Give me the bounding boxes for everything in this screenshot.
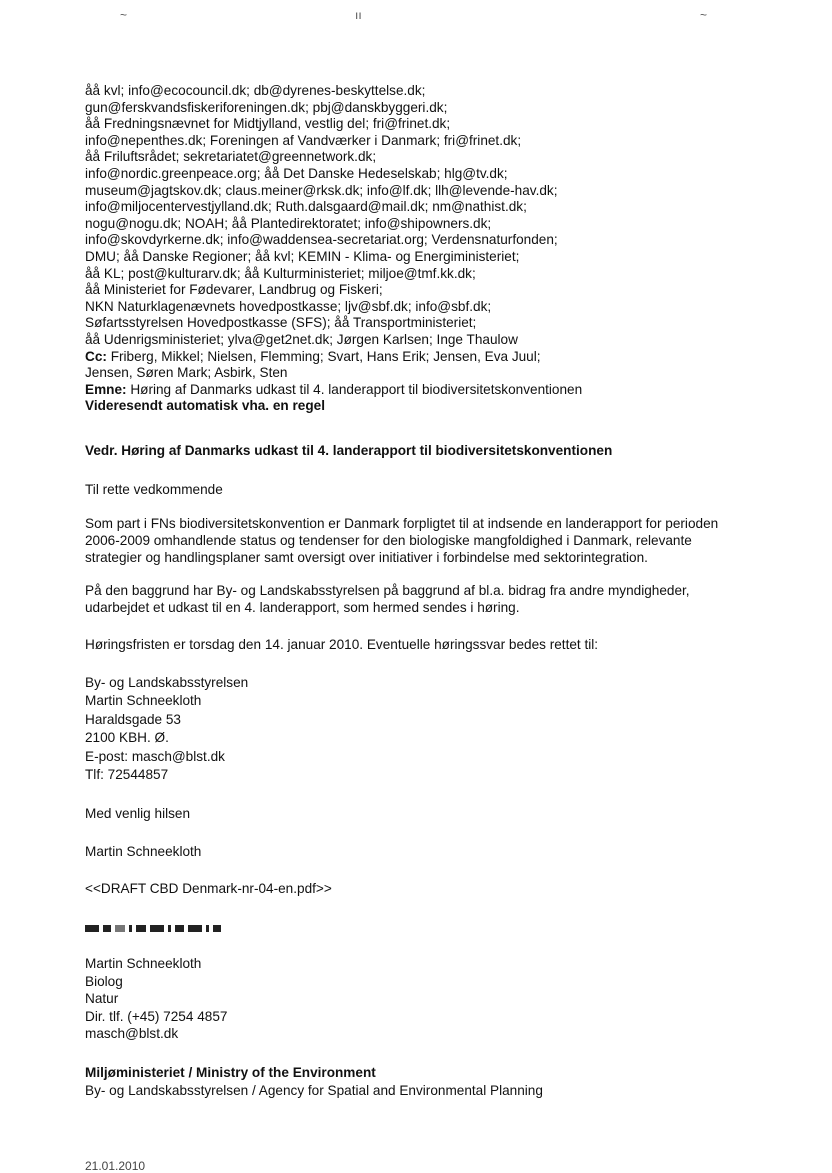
recipient-line: museum@jagtskov.dk; claus.meiner@rksk.dk; info@lf.dk; llh@levende-hav.dk; [85,182,558,198]
phone-number: Tlf: 72544857 [85,767,169,783]
scan-mark: ıı [355,8,362,22]
paragraph-line: udarbejdet et udkast til en 4. landerapport, som hermed sendes i høring. [85,600,520,616]
scan-mark: ~ [700,8,708,22]
recipient-line: DMU; åå Danske Regioner; åå kvl; KEMIN - Klima- og Energiministeriet; [85,248,520,264]
cc-line-2: Jensen, Søren Mark; Asbirk, Sten [85,365,288,381]
paragraph-line: strategier og handlingsplaner samt oversigt over initiativer i forbindelse med sektorintegration. [85,550,648,566]
signature-line: Dir. tlf. (+45) 7254 4857 [85,1008,228,1024]
closing: Med venlig hilsen [85,806,191,821]
recipient-line: Søfartsstyrelsen Hovedpostkasse (SFS); åå Transportministeriet; [85,315,477,331]
recipient-line: åå Ministeriet for Fødevarer, Landbrug og Fiskeri; [85,282,383,298]
recipient-line: åå KL; post@kulturarv.dk; åå Kulturministeriet; miljoe@tmf.kk.dk; [85,265,476,281]
paragraph-line: Som part i FNs biodiversitetskonvention er Danmark forpligtet til at indsende en landerapport for perioden [85,516,719,531]
recipient-line: åå Friluftsrådet; sekretariatet@greennetwork.dk; [85,149,377,165]
subject-line [85,382,805,399]
footer-date: 21.01.2010 [85,1159,146,1173]
paragraph-line: 2006-2009 omhandlende status og tendenser for den biologiske mangfoldighed i Danmark, relevante [85,533,692,549]
cc-line [85,349,805,366]
signature-line: Martin Schneekloth [85,956,202,971]
contact-address [85,674,785,784]
recipient-line: gun@ferskvandsfiskeriforeningen.dk; pbj@danskbyggeri.dk; [85,99,448,115]
recipient-line: info@skovdyrkerne.dk; info@waddensea-secretariat.org; Verdensnaturfonden; [85,232,558,248]
agency-name: By- og Landskabsstyrelsen / Agency for Spatial and Environmental Planning [85,1083,543,1098]
recipient-line: nogu@nogu.dk; NOAH; åå Plantedirektoratet; info@shipowners.dk; [85,215,492,231]
signature-block [85,955,785,1043]
paragraph-line: På den baggrund har By- og Landskabsstyrelsen på baggrund af bl.a. bidrag fra andre myndigheder, [85,583,690,598]
paragraph-2 [85,582,785,616]
recipient-line: åå kvl; info@ecocouncil.dk; db@dyrenes-beskyttelse.dk; [85,83,426,98]
cc-value: Friberg, Mikkel; Nielsen, Flemming; Svart, Hans Erik; Jensen, Eva Juul; [110,348,541,364]
scan-mark: ~ [120,8,128,22]
attachment-link[interactable]: <<DRAFT CBD Denmark-nr-04-en.pdf>> [85,881,332,896]
deadline-text: Høringsfristen er torsdag den 14. januar 2010. Eventuelle høringssvar bedes rettet til: [85,637,599,652]
ministry-name: Miljøministeriet / Ministry of the Environment [85,1065,376,1080]
recipient-line: NKN Naturklagenævnets hovedpostkasse; ljv@sbf.dk; info@sbf.dk; [85,298,492,314]
signature-email: masch@blst.dk [85,1026,179,1042]
subject-label: Emne: [85,381,127,397]
recipient-line: info@nepenthes.dk; Foreningen af Vandværker i Danmark; fri@frinet.dk; [85,132,522,148]
recipient-line: info@miljocentervestjylland.dk; Ruth.dalsgaard@mail.dk; nm@nathist.dk; [85,199,527,215]
address-line: By- og Landskabsstyrelsen [85,675,249,690]
recipient-line: info@nordic.greenpeace.org; åå Det Danske Hedeselskab; hlg@tv.dk; [85,165,508,181]
sender-name: Martin Schneekloth [85,844,202,859]
signature-line: Biolog [85,973,123,989]
recipient-line: åå Fredningsnævnet for Midtjylland, vestlig del; fri@frinet.dk; [85,116,451,132]
message-heading: Vedr. Høring af Danmarks udkast til 4. landerapport til biodiversitetskonventionen [85,443,613,458]
paragraph-1 [85,515,785,567]
redacted-graphic [85,920,245,930]
address-line: Haraldsgade 53 [85,711,181,727]
top-scan-marks [0,8,832,28]
address-line: 2100 KBH. Ø. [85,730,169,746]
email-headers [85,83,805,415]
email-address: E-post: masch@blst.dk [85,748,225,764]
forward-note: Videresendt automatisk vha. en regel [85,398,325,414]
recipient-line: åå Udenrigsministeriet; ylva@get2net.dk; Jørgen Karlsen; Inge Thaulow [85,331,518,347]
salutation: Til rette vedkommende [85,482,223,497]
address-line: Martin Schneekloth [85,693,202,709]
signature-line: Natur [85,991,119,1007]
subject-value: Høring af Danmarks udkast til 4. landerapport til biodiversitetskonventionen [130,381,583,397]
cc-label: Cc: [85,348,107,364]
